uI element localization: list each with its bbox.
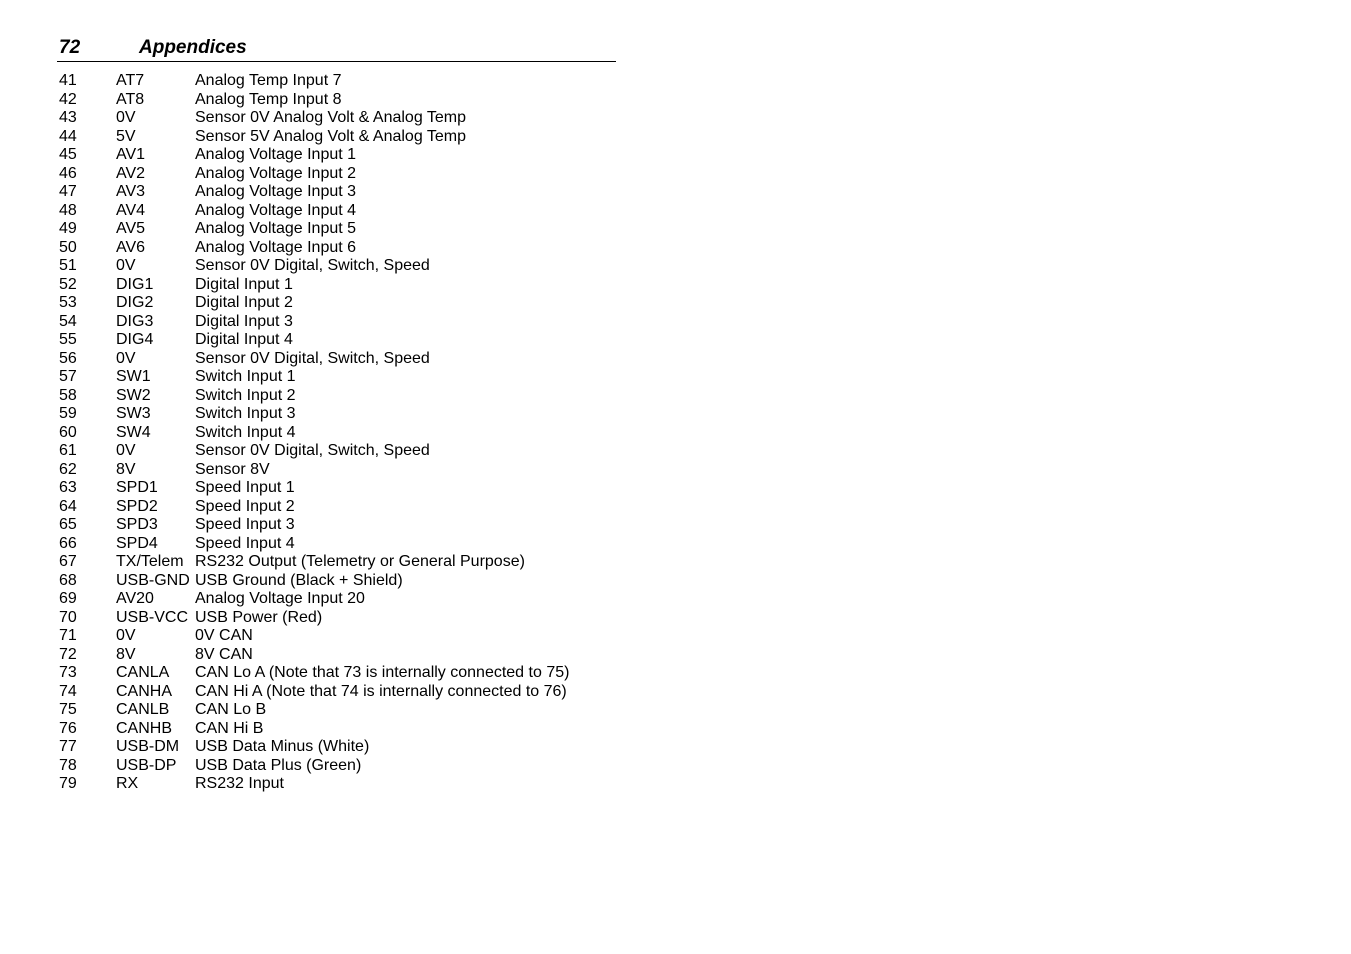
pin-name: AV20	[116, 590, 154, 607]
table-row	[59, 405, 619, 424]
table-row	[59, 516, 619, 535]
pin-number: 78	[59, 756, 77, 774]
pin-name: AV4	[116, 201, 146, 219]
table-row	[59, 720, 619, 739]
table-row	[59, 202, 619, 221]
pin-description: RS232 Input	[195, 775, 284, 792]
pin-number: 42	[59, 90, 77, 108]
pin-description: Digital Input 1	[195, 275, 293, 293]
table-row	[59, 257, 619, 276]
pin-name: DIG2	[116, 294, 154, 311]
pin-name: SW1	[116, 368, 151, 385]
pin-name: DIG4	[116, 331, 154, 348]
pin-name: 0V	[116, 349, 136, 367]
page-header	[57, 36, 616, 62]
table-row	[59, 479, 619, 498]
table-row	[59, 91, 619, 110]
table-row	[59, 683, 619, 702]
pin-description: Analog Temp Input 7	[195, 72, 342, 89]
pin-number: 57	[59, 368, 77, 385]
pin-description: Analog Temp Input 8	[195, 90, 342, 108]
pin-number: 70	[59, 608, 77, 626]
pin-number: 72	[59, 645, 77, 663]
pin-description: USB Data Minus (White)	[195, 738, 370, 755]
pin-name: SW3	[116, 405, 151, 422]
pin-number: 56	[59, 349, 77, 367]
pin-name: RX	[116, 775, 139, 792]
table-row	[59, 701, 619, 720]
table-row	[59, 128, 619, 147]
pin-description: Sensor 0V Digital, Switch, Speed	[195, 349, 430, 367]
pin-description: Digital Input 2	[195, 294, 293, 311]
table-row	[59, 424, 619, 443]
pin-description: Sensor 0V Analog Volt & Analog Temp	[195, 109, 467, 126]
page-title: Appendices	[139, 37, 247, 58]
pin-description: Switch Input 4	[195, 423, 296, 441]
table-row	[59, 220, 619, 239]
table-row	[59, 664, 619, 683]
pin-number: 79	[59, 775, 77, 792]
pin-number: 71	[59, 627, 77, 644]
pin-name: CANLB	[116, 701, 170, 718]
pin-number: 52	[59, 275, 77, 293]
pin-description: 0V CAN	[195, 627, 253, 644]
table-row	[59, 183, 619, 202]
pin-number: 73	[59, 664, 77, 681]
table-row	[59, 590, 619, 609]
pin-name: CANLA	[116, 664, 170, 681]
pin-description: CAN Lo B	[195, 701, 267, 718]
pin-number: 47	[59, 183, 77, 200]
pin-number: 61	[59, 442, 77, 459]
table-row	[59, 757, 619, 776]
pin-number: 55	[59, 331, 77, 348]
pin-description: Speed Input 1	[195, 479, 295, 496]
pin-description: Analog Voltage Input 3	[195, 183, 357, 200]
pin-description: Sensor 5V Analog Volt & Analog Temp	[195, 127, 467, 145]
pin-description: RS232 Output (Telemetry or General Purpose)	[195, 553, 525, 570]
table-row	[59, 442, 619, 461]
pin-name: 0V	[116, 442, 136, 459]
page-number: 72	[59, 37, 81, 58]
pin-number: 58	[59, 386, 77, 404]
pin-name: AV5	[116, 220, 146, 237]
pin-number: 76	[59, 719, 77, 737]
pin-name: 0V	[116, 109, 136, 126]
pin-description: CAN Hi B	[195, 719, 264, 737]
pin-name: CANHB	[116, 719, 173, 737]
pin-name: USB-GND	[116, 571, 190, 589]
pin-name: SPD1	[116, 479, 158, 496]
pin-number: 51	[59, 257, 77, 274]
pin-name: 8V	[116, 645, 136, 663]
pin-description: Speed Input 4	[195, 534, 295, 552]
table-row	[59, 609, 619, 628]
table-row	[59, 553, 619, 572]
pin-number: 75	[59, 701, 77, 718]
pin-description: Sensor 8V	[195, 460, 270, 478]
pin-description: Switch Input 2	[195, 386, 296, 404]
pin-number: 77	[59, 738, 77, 755]
pin-description: Speed Input 3	[195, 516, 295, 533]
pin-description: Sensor 0V Digital, Switch, Speed	[195, 257, 430, 274]
pin-description: 8V CAN	[195, 645, 253, 663]
table-row	[59, 627, 619, 646]
pin-name: SPD4	[116, 534, 158, 552]
pin-number: 66	[59, 534, 77, 552]
pin-description: USB Ground (Black + Shield)	[195, 571, 403, 589]
pin-name: 8V	[116, 460, 136, 478]
pin-number: 49	[59, 220, 77, 237]
pin-number: 59	[59, 405, 77, 422]
table-row	[59, 498, 619, 517]
pin-name: AT7	[116, 72, 145, 89]
pin-number: 53	[59, 294, 77, 311]
table-row	[59, 294, 619, 313]
pin-description: USB Data Plus (Green)	[195, 756, 362, 774]
pin-number: 41	[59, 72, 77, 89]
pin-name: CANHA	[116, 682, 173, 700]
pin-number: 65	[59, 516, 77, 533]
pin-name: AV1	[116, 146, 146, 163]
pin-number: 46	[59, 164, 77, 182]
pin-number: 50	[59, 238, 77, 256]
pin-name: 0V	[116, 627, 136, 644]
pin-number: 60	[59, 423, 77, 441]
pin-number: 68	[59, 571, 77, 589]
table-row	[59, 276, 619, 295]
pin-description: Switch Input 1	[195, 368, 296, 385]
pin-name: SW2	[116, 386, 151, 404]
pin-description: CAN Lo A (Note that 73 is internally connected to 75)	[195, 664, 570, 681]
table-row	[59, 646, 619, 665]
pin-number: 43	[59, 109, 77, 126]
table-row	[59, 572, 619, 591]
pin-description: Sensor 0V Digital, Switch, Speed	[195, 442, 430, 459]
table-row	[59, 387, 619, 406]
pin-description: Speed Input 2	[195, 497, 295, 515]
pin-name: AV6	[116, 238, 146, 256]
pin-name: 5V	[116, 127, 136, 145]
pin-description: Analog Voltage Input 2	[195, 164, 357, 182]
pin-number: 64	[59, 497, 77, 515]
pin-description: Analog Voltage Input 1	[195, 146, 357, 163]
table-row	[59, 165, 619, 184]
table-row	[59, 461, 619, 480]
pin-name: USB-DM	[116, 738, 180, 755]
pin-description: USB Power (Red)	[195, 608, 323, 626]
table-row	[59, 738, 619, 757]
pin-number: 63	[59, 479, 77, 496]
pin-number: 45	[59, 146, 77, 163]
table-row	[59, 350, 619, 369]
pin-description: Digital Input 4	[195, 331, 293, 348]
pin-number: 62	[59, 460, 77, 478]
pin-description: Switch Input 3	[195, 405, 296, 422]
pin-name: SPD2	[116, 497, 158, 515]
pin-number: 48	[59, 201, 77, 219]
pin-number: 44	[59, 127, 77, 145]
table-row	[59, 313, 619, 332]
pin-description: CAN Hi A (Note that 74 is internally connected to 76)	[195, 682, 567, 700]
table-row	[59, 331, 619, 350]
pin-description: Analog Voltage Input 20	[195, 590, 365, 607]
pin-name: DIG1	[116, 275, 154, 293]
pin-number: 67	[59, 553, 77, 570]
pin-number: 54	[59, 312, 77, 330]
table-row	[59, 72, 619, 91]
pin-number: 74	[59, 682, 77, 700]
table-row	[59, 109, 619, 128]
pin-table	[59, 72, 619, 794]
pin-name: USB-DP	[116, 756, 177, 774]
pin-name: 0V	[116, 257, 136, 274]
pin-name: AV3	[116, 183, 146, 200]
pin-description: Analog Voltage Input 4	[195, 201, 357, 219]
pin-name: DIG3	[116, 312, 154, 330]
table-row	[59, 775, 619, 794]
pin-name: SW4	[116, 423, 151, 441]
table-row	[59, 368, 619, 387]
pin-name: TX/Telem	[116, 553, 184, 570]
pin-description: Analog Voltage Input 6	[195, 238, 357, 256]
pin-name: SPD3	[116, 516, 158, 533]
pin-name: USB-VCC	[116, 608, 189, 626]
pin-number: 69	[59, 590, 77, 607]
table-row	[59, 535, 619, 554]
pin-description: Analog Voltage Input 5	[195, 220, 357, 237]
pin-description: Digital Input 3	[195, 312, 293, 330]
pin-name: AT8	[116, 90, 145, 108]
table-row	[59, 146, 619, 165]
pin-name: AV2	[116, 164, 146, 182]
table-row	[59, 239, 619, 258]
